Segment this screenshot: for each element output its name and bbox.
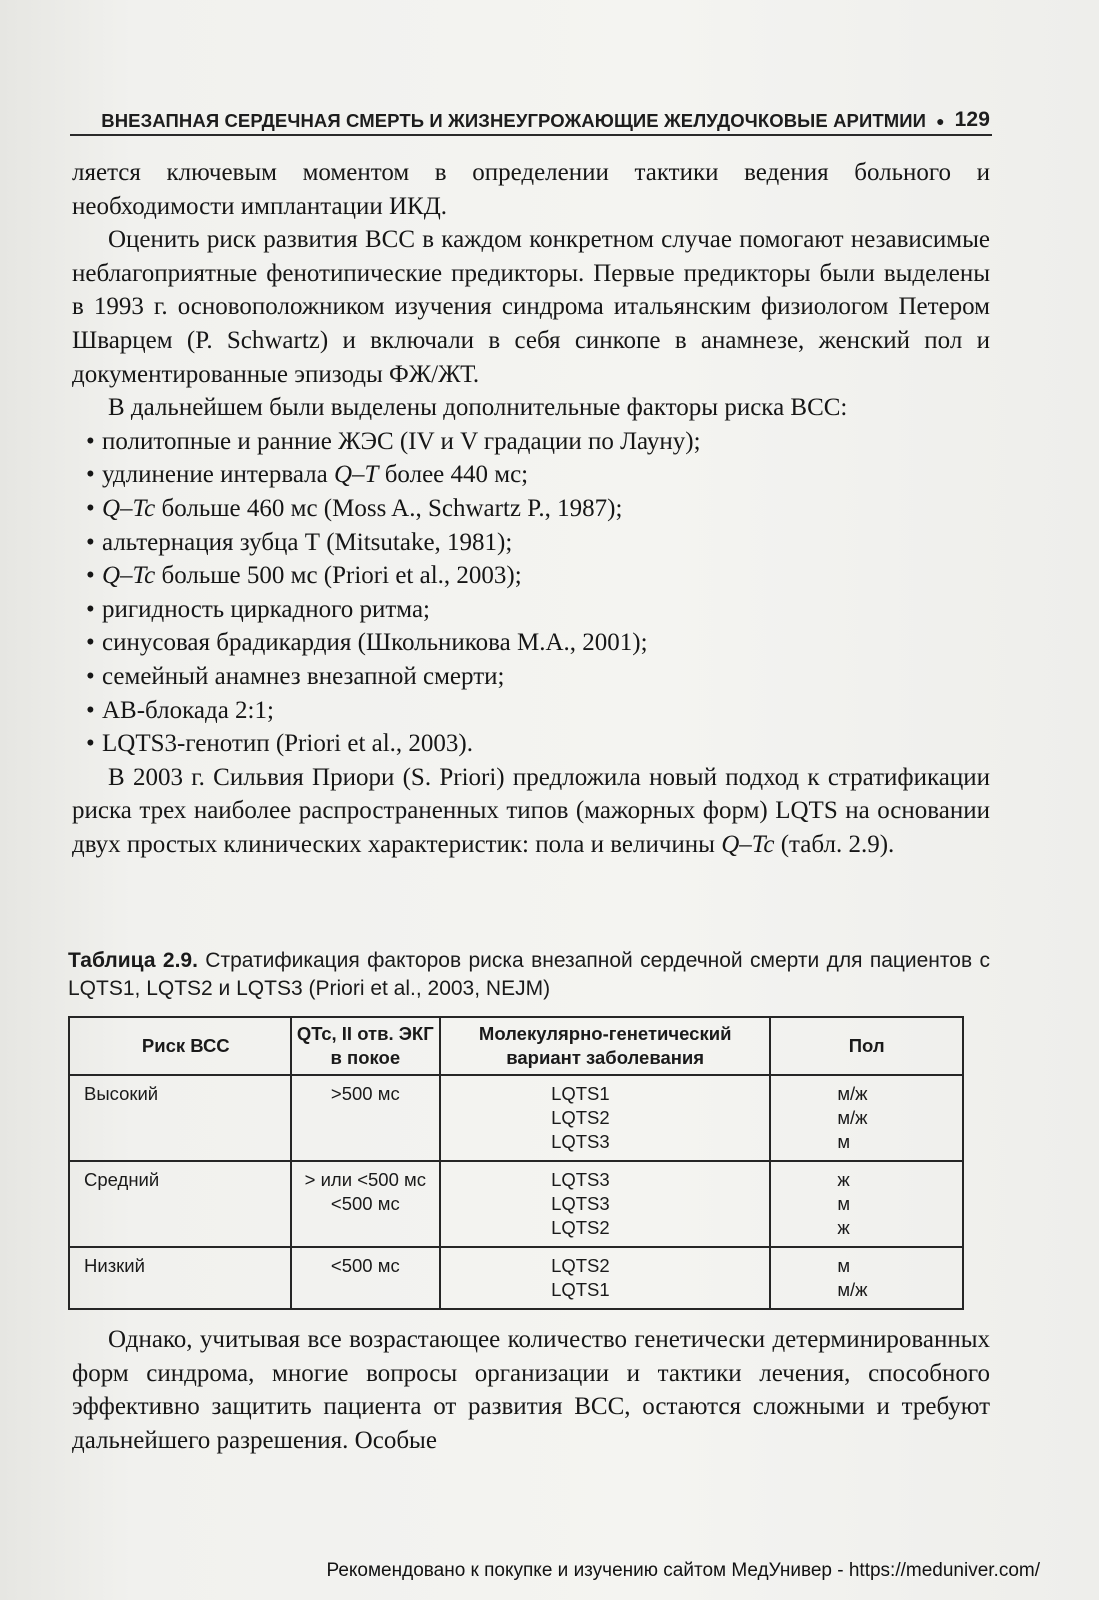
variant-cell: LQTS2 LQTS1 (440, 1247, 770, 1309)
list-item: • Q–Tc больше 500 мс (Priori et al., 2003); (72, 559, 990, 593)
table-caption-text: Стратификация факторов риска внезапной сердечной смерти для пациентов с LQTS1, LQTS2 и LQTS3 (Priori et al., 2003, NEJM) (68, 949, 990, 1000)
table-caption (68, 947, 990, 1003)
paragraph-predictors: Оценить риск развития ВСС в каждом конкретном случае помогают независимые неблагоприятные фенотипические предикторы. Первые предикторы были выделены в 1993 г. основоположником изучения синдрома итальянским физиологом Петером Шварцем (P. Schwartz) и включали в себя синкопе в анамнезе, женский пол и документированные эпизоды ФЖ/ЖТ. (72, 226, 990, 388)
paragraph-continuation: ляется ключевым моментом в определении тактики ведения больного и необходимости имплантации ИКД. (72, 159, 990, 220)
table-header-sex: Пол (770, 1017, 963, 1075)
table-row (69, 1075, 963, 1161)
list-item: • удлинение интервала Q–T более 440 мс; (72, 458, 990, 492)
list-item: • альтернация зубца Т (Mitsutake, 1981); (72, 526, 990, 560)
body-text-after-table (72, 1323, 990, 1457)
table-row (69, 1161, 963, 1247)
list-item: • LQTS3-генотип (Priori et al., 2003). (72, 727, 990, 761)
running-head-title: ВНЕЗАПНАЯ СЕРДЕЧНАЯ СМЕРТЬ И ЖИЗНЕУГРОЖАЮЩИЕ ЖЕЛУДОЧКОВЫЕ АРИТМИИ (101, 110, 927, 131)
sex-cell: м/ж м/ж м (770, 1075, 963, 1161)
list-item: • семейный анамнез внезапной смерти; (72, 660, 990, 694)
paragraph-additional-factors: В дальнейшем были выделены дополнительные факторы риска ВСС: (108, 394, 848, 422)
risk-stratification-table (68, 1016, 964, 1310)
risk-factor-list (72, 425, 990, 761)
paragraph-conclusion: Однако, учитывая все возрастающее количество генетически детерминированных форм синдрома, многие вопросы организации и тактики лечения, способного эффективно защитить пациента от развития ВСС, остаются сложными и требуют дальнейшего разрешения. Особые (72, 1326, 990, 1454)
footer-recommendation: Рекомендовано к покупке и изучению сайтом МедУнивер - https://meduniver.com/ (326, 1560, 1040, 1581)
risk-cell: Низкий (69, 1247, 291, 1309)
table-header-risk: Риск ВСС (69, 1017, 291, 1075)
risk-cell: Средний (69, 1161, 291, 1247)
qtc-cell: >500 мс (291, 1075, 440, 1161)
qtc-cell: <500 мс (291, 1247, 440, 1309)
body-text (72, 156, 990, 861)
table-header-qtc: QTc, II отв. ЭКГ в покое (291, 1017, 440, 1075)
table-header-variant: Молекулярно-генетический вариант заболевания (440, 1017, 770, 1075)
sex-cell: м м/ж (770, 1247, 963, 1309)
list-item: • синусовая брадикардия (Школьникова М.А., 2001); (72, 626, 990, 660)
header-rule (70, 134, 992, 136)
table-header-row (69, 1017, 963, 1075)
table-caption-label: Таблица 2.9. (68, 949, 198, 972)
list-item: • АВ-блокада 2:1; (72, 694, 990, 728)
variant-cell: LQTS1 LQTS2 LQTS3 (440, 1075, 770, 1161)
qtc-cell: > или <500 мс <500 мс (291, 1161, 440, 1247)
sex-cell: ж м ж (770, 1161, 963, 1247)
list-item: • политопные и ранние ЖЭС (IV и V градации по Лауну); (72, 425, 990, 459)
list-item: • ригидность циркадного ритма; (72, 593, 990, 627)
variant-cell: LQTS3 LQTS3 LQTS2 (440, 1161, 770, 1247)
table-row (69, 1247, 963, 1309)
risk-cell: Высокий (69, 1075, 291, 1161)
page-number: 129 (954, 108, 990, 131)
paragraph-priori: В 2003 г. Сильвия Приори (S. Priori) предложила новый подход к стратификации риска трех наиболее распространенных типов (мажорных форм) LQTS на основании двух простых клинических характеристик: пола и величины Q–Tc (табл. 2.9). (72, 763, 990, 858)
bullet-separator-icon: ● (936, 113, 945, 129)
running-head (70, 98, 990, 132)
list-item: • Q–Tc больше 460 мс (Moss A., Schwartz P., 1987); (72, 492, 990, 526)
